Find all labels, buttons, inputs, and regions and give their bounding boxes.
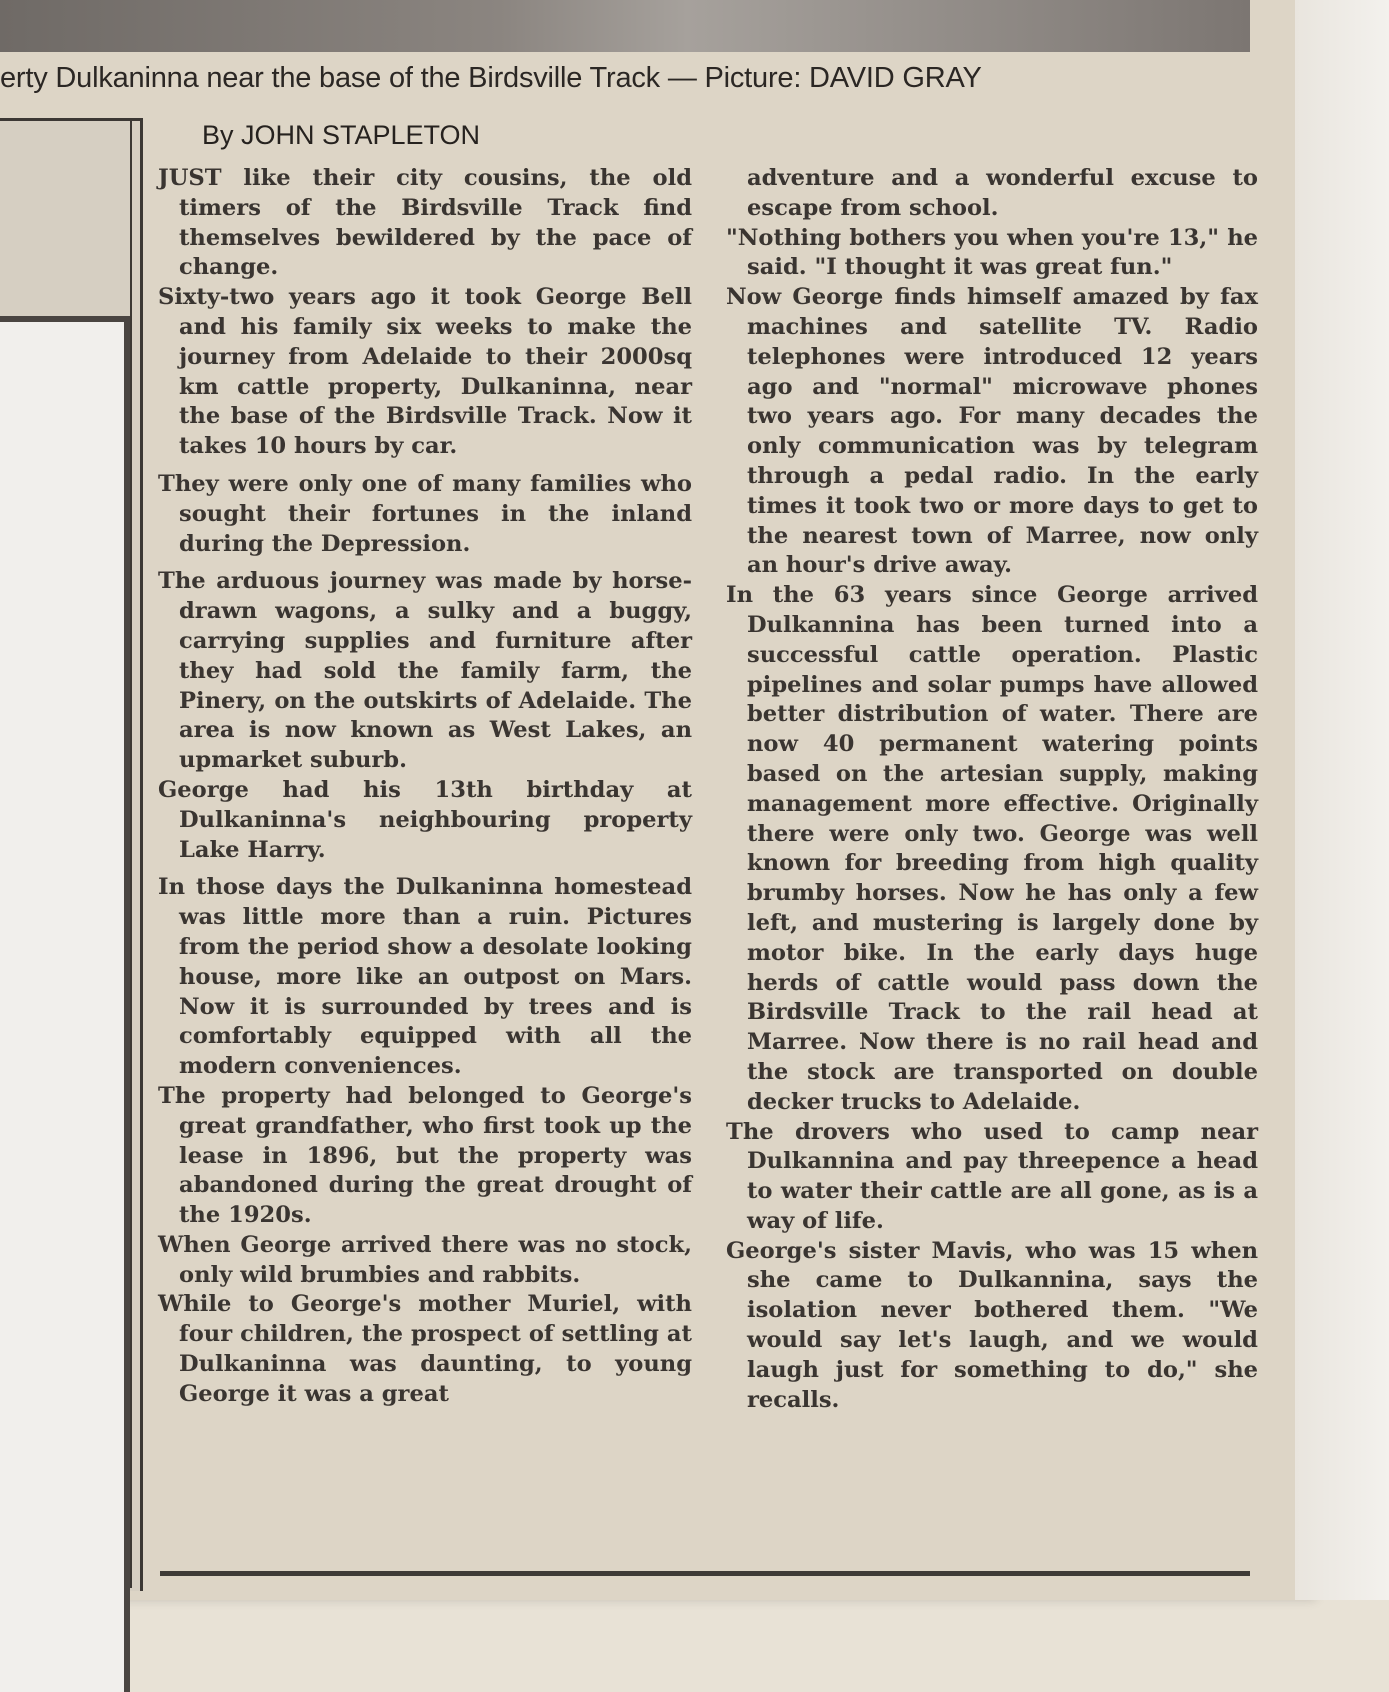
- article-column-right: [726, 164, 1258, 1415]
- photo-edge: [0, 0, 1250, 52]
- paragraph-continuation: adventure and a wonderful excuse to escape from school.: [747, 165, 1258, 221]
- paragraph: George had his 13th birthday at Dulkaninna's neighbouring property Lake Harry.: [158, 776, 692, 863]
- paragraph: In the 63 years since George arrived Dulkannina has been turned into a successful cattle operation. Plastic pipelines and solar pumps have allowed better distribution of water. There are now 40 permanent watering points based on the artesian supply, making management more effective. Originally there were only two. George was well known for breeding from high quality brumby horses. Now he has only a few left, and mustering is largely done by motor bike. In the early days huge herds of cattle would pass down the Birdsville Track to the rail head at Marree. Now there is no rail head and the stock are transported on double decker trucks to Adelaide.: [726, 582, 1258, 1115]
- adjacent-panel: [0, 118, 143, 1591]
- byline: By JOHN STAPLETON: [202, 120, 481, 150]
- paragraph: Sixty-two years ago it took George Bell and his family six weeks to make the journey from Adelaide to their 2000sq km cattle property, Dulkaninna, near the base of the Birdsville Track. Now it takes 10 hours by car.: [158, 284, 692, 460]
- background-margin: [1295, 0, 1389, 1600]
- paragraph: JUST like their city cousins, the old timers of the Birdsville Track find themselves bewildered by the pace of change.: [158, 165, 692, 281]
- paragraph: The property had belonged to George's great grandfather, who first took up the lease in 1896, but the property was abandoned during the great drought of the 1920s.: [158, 1082, 692, 1229]
- paragraph: "Nothing bothers you when you're 13," he said. "I thought it was great fun.": [726, 224, 1258, 281]
- paragraph: George's sister Mavis, who was 15 when she came to Dulkannina, says the isolation never bothered them. "We would say let's laugh, and we would laugh just for something to do," she recalls.: [726, 1237, 1258, 1413]
- adjacent-photo-box: [0, 316, 130, 1692]
- column-rule: [130, 118, 132, 1588]
- paragraph: While to George's mother Muriel, with four children, the prospect of settling at Dulkaninna was daunting, to young George it was a great: [158, 1291, 692, 1407]
- paragraph: The arduous journey was made by horse-drawn wagons, a sulky and a buggy, carrying supplies and furniture after they had sold the family farm, the Pinery, on the outskirts of Adelaide. The area is now known as West Lakes, an upmarket suburb.: [158, 568, 692, 774]
- paragraph: When George arrived there was no stock, only wild brumbies and rabbits.: [158, 1231, 692, 1288]
- paragraph: The drovers who used to camp near Dulkannina and pay threepence a head to water their cattle are all gone, as is a way of life.: [726, 1118, 1258, 1234]
- article-column-left: [158, 164, 692, 1410]
- bottom-rule: [160, 1571, 1250, 1576]
- paragraph: In those days the Dulkaninna homestead was little more than a ruin. Pictures from the period show a desolate looking house, more like an outpost on Mars. Now it is surrounded by trees and is comfortably equipped with all the modern conveniences.: [158, 874, 692, 1080]
- photo-caption: erty Dulkaninna near the base of the Birdsville Track — Picture: DAVID GRAY: [0, 62, 982, 94]
- paragraph: They were only one of many families who sought their fortunes in the inland during the Depression.: [158, 470, 692, 557]
- paragraph: Now George finds himself amazed by fax machines and satellite TV. Radio telephones were introduced 12 years ago and "normal" microwave phones two years ago. For many decades the only communication was by telegram through a pedal radio. In the early times it took two or more days to get to the nearest town of Marree, now only an hour's drive away.: [726, 284, 1258, 579]
